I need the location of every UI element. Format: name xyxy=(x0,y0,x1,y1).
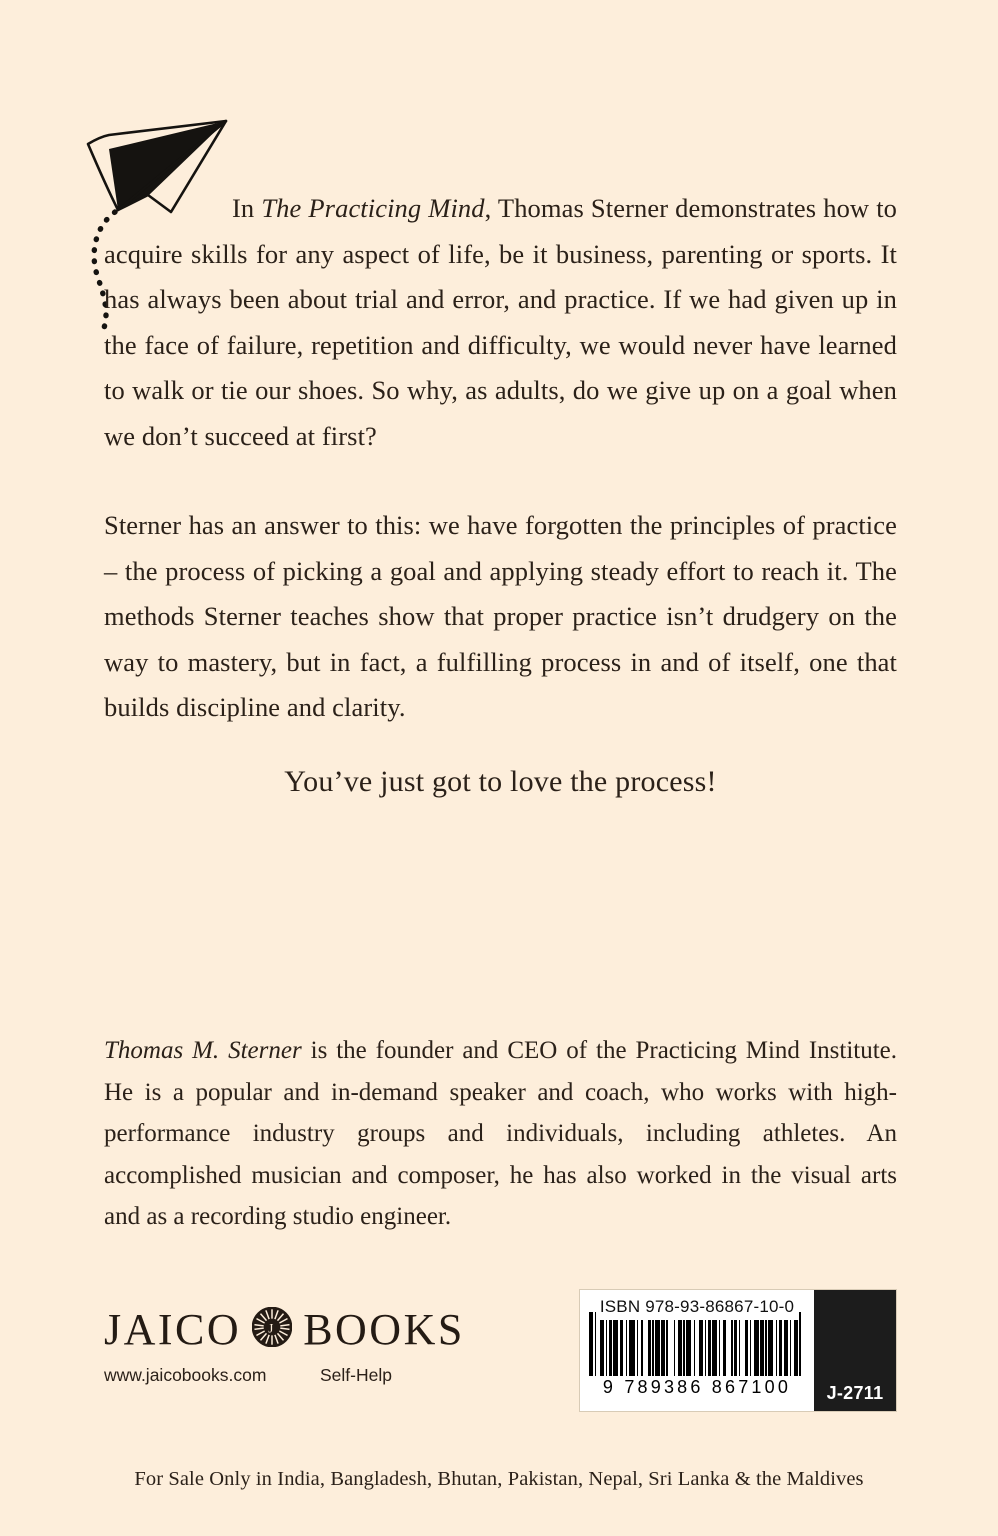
isbn-barcode xyxy=(579,1289,897,1412)
blurb-p1-lead: In xyxy=(232,193,262,223)
jaico-sunburst-icon xyxy=(252,1307,292,1355)
publisher-website[interactable]: www.jaicobooks.com xyxy=(104,1365,267,1385)
blurb-p1-rest: , Thomas Sterner demonstrates how to acquire skills for any aspect of life, be it business, parenting or sports. It has always been about trial and error, and practice. If we had given up in the face of failure, repetition and difficulty, we would never have learned to walk or tie our shoes. So why, as adults, do we give up on a goal when we don’t succeed at first? xyxy=(104,193,898,451)
tagline: You’ve just got to love the process! xyxy=(284,765,717,798)
barcode-digits: 9 789386 867100 xyxy=(602,1377,792,1397)
barcode-field xyxy=(580,1290,814,1411)
blurb-paragraph-2: Sterner has an answer to this: we have forgotten the principles of practice – the process of picking a goal and applying steady effort to reach it. The methods Sterner teaches show that proper practice isn’t drudgery on the way to mastery, but in fact, a fulfilling process in and of itself, one that builds discipline and clarity. xyxy=(104,510,897,722)
barcode-side-panel xyxy=(814,1290,896,1411)
publisher-name-jaico: JAICO xyxy=(104,1305,242,1354)
barcode-bars xyxy=(589,1320,806,1376)
publisher-logo xyxy=(104,1306,504,1354)
author-bio-text: is the founder and CEO of the Practicing Mind Institute. He is a popular and in-demand speaker and coach, who works with high-performance industry groups and individuals, including athletes. An accomplished musician and composer, he has also worked in the visual arts and as a recording studio engineer. xyxy=(104,1037,898,1230)
book-category: Self-Help xyxy=(320,1365,392,1385)
publisher-name-books: BOOKS xyxy=(303,1305,465,1354)
book-title: The Practicing Mind xyxy=(261,193,485,223)
author-bio-paragraph xyxy=(104,1030,897,1238)
publisher-meta xyxy=(104,1365,504,1386)
blurb-text-block xyxy=(104,186,897,731)
publisher-block xyxy=(104,1306,504,1386)
author-bio-block xyxy=(104,1030,897,1238)
jaico-emblem-letter: J xyxy=(268,1320,276,1336)
author-name: Thomas M. Sterner xyxy=(104,1037,302,1064)
blurb-paragraph-1 xyxy=(104,186,897,459)
isbn-label: ISBN 978-93-86867-10-0 xyxy=(599,1297,795,1316)
publisher-item-code: J-2711 xyxy=(826,1383,884,1403)
territory-restriction-note: For Sale Only in India, Bangladesh, Bhutan, Pakistan, Nepal, Sri Lanka & the Maldives xyxy=(134,1468,864,1490)
